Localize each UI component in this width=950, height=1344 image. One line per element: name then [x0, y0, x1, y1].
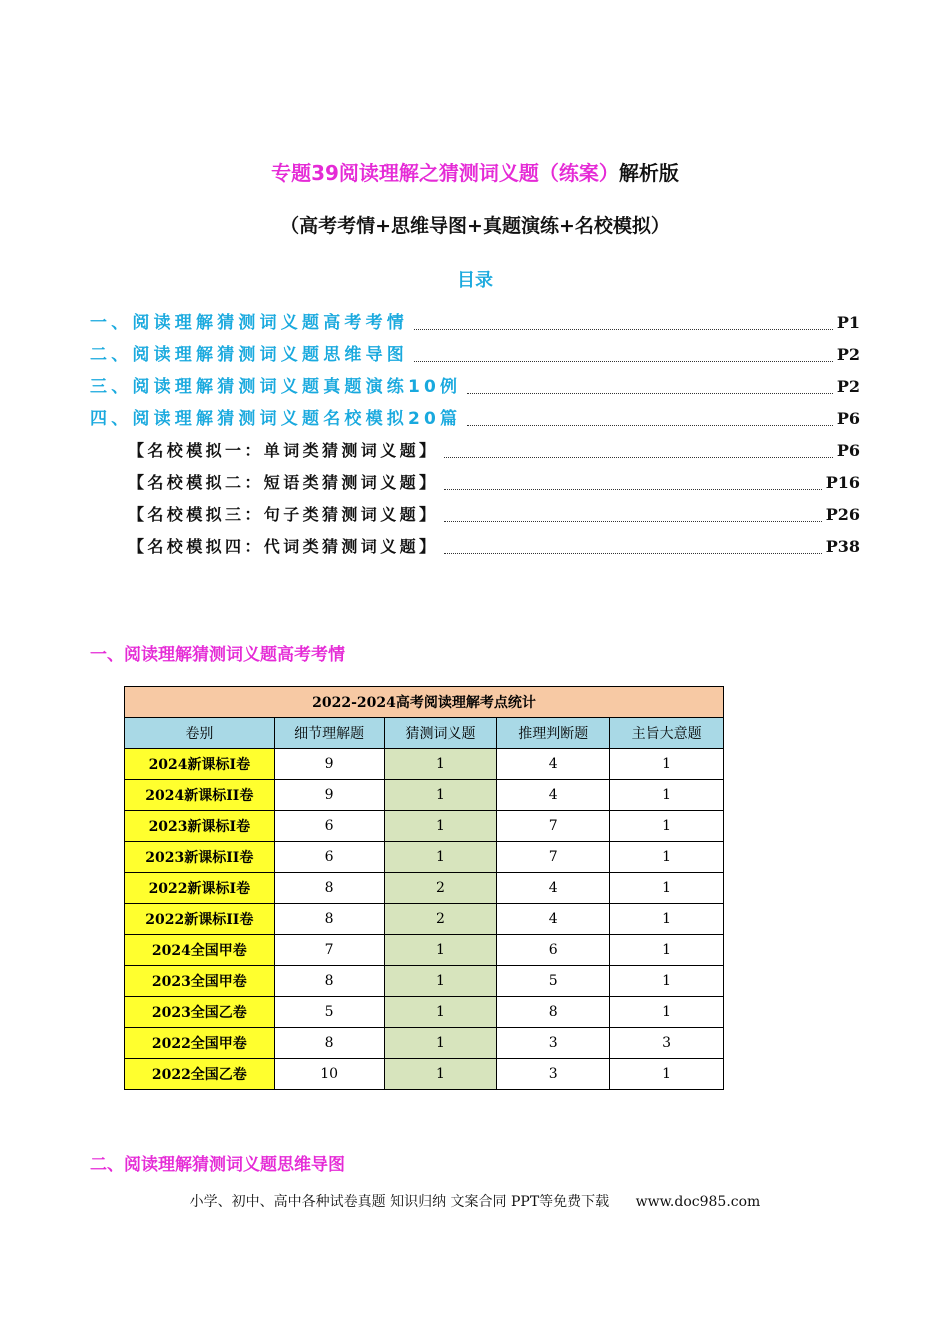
toc-entry-page: P16	[825, 473, 860, 492]
table-cell: 1	[610, 966, 724, 997]
table-cell: 1	[384, 997, 497, 1028]
toc-entry-label: 【名校模拟三：句子类猜测词义题】	[128, 505, 439, 524]
toc-entry-label: 三、阅读理解猜测词义题真题演练10例	[90, 377, 462, 397]
table-paper-cell: 2023全国甲卷	[125, 966, 275, 997]
footer-text: 小学、初中、高中各种试卷真题 知识归纳 文案合同 PPT等免费下载	[189, 1194, 610, 1210]
table-cell: 5	[497, 966, 610, 997]
table-cell: 1	[610, 935, 724, 966]
table-cell: 8	[274, 904, 384, 935]
table-paper-cell: 2022全国甲卷	[125, 1028, 275, 1059]
table-cell: 3	[610, 1028, 724, 1059]
table-paper-cell: 2024新课标I卷	[125, 749, 275, 780]
table-cell: 8	[274, 966, 384, 997]
toc-entry-label: 四、阅读理解猜测词义题名校模拟20篇	[90, 409, 462, 429]
table-body	[125, 749, 724, 1090]
table-paper-cell: 2022新课标I卷	[125, 873, 275, 904]
table-row	[125, 1059, 724, 1090]
table-cell: 6	[274, 842, 384, 873]
table-cell: 4	[497, 873, 610, 904]
section-heading-mind-map: 二、阅读理解猜测词义题思维导图	[90, 1155, 345, 1175]
table-cell: 1	[384, 935, 497, 966]
toc-entry-page: P2	[836, 345, 860, 364]
toc-entry-label: 二、阅读理解猜测词义题思维导图	[90, 345, 408, 365]
document-title-suffix: 解析版	[618, 161, 679, 185]
table-paper-cell: 2022全国乙卷	[125, 1059, 275, 1090]
table-row	[125, 904, 724, 935]
table-header-cell: 细节理解题	[274, 718, 384, 749]
toc-entry-label: 一、阅读理解猜测词义题高考考情	[90, 313, 408, 333]
table-row	[125, 966, 724, 997]
toc-entry-label: 【名校模拟一：单词类猜测词义题】	[128, 441, 439, 460]
toc-dot-leader	[467, 424, 833, 426]
table-cell: 2	[384, 873, 497, 904]
table-cell: 8	[497, 997, 610, 1028]
table-paper-cell: 2023新课标II卷	[125, 842, 275, 873]
toc-dot-leader	[467, 392, 833, 394]
table-paper-cell: 2023全国乙卷	[125, 997, 275, 1028]
document-subtitle: （高考考情+思维导图+真题演练+名校模拟）	[280, 215, 670, 237]
toc-entry[interactable]	[90, 311, 860, 335]
table-cell: 1	[384, 1059, 497, 1090]
toc-entry-label: 【名校模拟二：短语类猜测词义题】	[128, 473, 439, 492]
footer-website: www.doc985.com	[635, 1194, 761, 1210]
toc-entry[interactable]	[128, 471, 860, 495]
toc-dot-leader	[444, 488, 821, 490]
toc-heading: 目录	[457, 270, 493, 291]
toc-entry[interactable]	[128, 535, 860, 559]
table-cell: 1	[610, 904, 724, 935]
toc-dot-leader	[444, 552, 821, 554]
table-cell: 2	[384, 904, 497, 935]
table-cell: 7	[497, 811, 610, 842]
table-row	[125, 842, 724, 873]
table-cell: 1	[610, 1059, 724, 1090]
document-title-main: 专题39阅读理解之猜测词义题（练案）	[271, 161, 619, 185]
table-cell: 1	[610, 873, 724, 904]
table-row	[125, 780, 724, 811]
table-cell: 1	[384, 1028, 497, 1059]
table-cell: 4	[497, 904, 610, 935]
table-cell: 9	[274, 780, 384, 811]
table-header-row	[125, 718, 724, 749]
table-cell: 6	[274, 811, 384, 842]
toc-dot-leader	[414, 360, 833, 362]
table-row	[125, 811, 724, 842]
toc-entry-label: 【名校模拟四：代词类猜测词义题】	[128, 537, 439, 556]
table-cell: 1	[610, 997, 724, 1028]
table-cell: 1	[384, 966, 497, 997]
table-header-cell: 猜测词义题	[384, 718, 497, 749]
toc-entry-page: P38	[825, 537, 860, 556]
toc-entry-page: P6	[836, 441, 860, 460]
table-cell: 8	[274, 873, 384, 904]
table-cell: 3	[497, 1028, 610, 1059]
toc-entry-page: P26	[825, 505, 860, 524]
table-paper-cell: 2023新课标I卷	[125, 811, 275, 842]
table-cell: 1	[610, 780, 724, 811]
table-row	[125, 935, 724, 966]
table-header-cell: 推理判断题	[497, 718, 610, 749]
table-row	[125, 997, 724, 1028]
document-title	[0, 157, 950, 186]
section-heading-exam-analysis: 一、阅读理解猜测词义题高考考情	[90, 645, 345, 665]
table-cell: 3	[497, 1059, 610, 1090]
toc-entry[interactable]	[90, 375, 860, 399]
table-cell: 9	[274, 749, 384, 780]
table-cell: 1	[384, 842, 497, 873]
toc-dot-leader	[444, 456, 832, 458]
toc-entry[interactable]	[128, 439, 860, 463]
table-cell: 7	[497, 842, 610, 873]
exam-statistics-table	[124, 686, 724, 1090]
table-caption-row	[125, 687, 724, 718]
table-paper-cell: 2024全国甲卷	[125, 935, 275, 966]
table-cell: 8	[274, 1028, 384, 1059]
table-cell: 1	[384, 749, 497, 780]
table-paper-cell: 2022新课标II卷	[125, 904, 275, 935]
toc-entry-page: P6	[836, 409, 860, 428]
table-row	[125, 749, 724, 780]
toc-entry-page: P2	[836, 377, 860, 396]
table-header-cell: 主旨大意题	[610, 718, 724, 749]
table-cell: 1	[610, 749, 724, 780]
table-cell: 4	[497, 749, 610, 780]
table-cell: 1	[384, 780, 497, 811]
toc-entry[interactable]	[90, 407, 860, 431]
table-row	[125, 1028, 724, 1059]
toc-entry-page: P1	[836, 313, 860, 332]
table-cell: 1	[610, 842, 724, 873]
toc-dot-leader	[414, 328, 833, 330]
table-row	[125, 873, 724, 904]
toc-entry[interactable]	[90, 343, 860, 367]
table-cell: 6	[497, 935, 610, 966]
table-cell: 1	[610, 811, 724, 842]
table-cell: 5	[274, 997, 384, 1028]
table-caption: 2022-2024高考阅读理解考点统计	[125, 687, 724, 718]
table-header-cell: 卷别	[125, 718, 275, 749]
table-cell: 7	[274, 935, 384, 966]
table-paper-cell: 2024新课标II卷	[125, 780, 275, 811]
toc-entry[interactable]	[128, 503, 860, 527]
toc-dot-leader	[444, 520, 821, 522]
page-footer	[0, 1191, 950, 1211]
table-cell: 1	[384, 811, 497, 842]
table-cell: 10	[274, 1059, 384, 1090]
table-cell: 4	[497, 780, 610, 811]
